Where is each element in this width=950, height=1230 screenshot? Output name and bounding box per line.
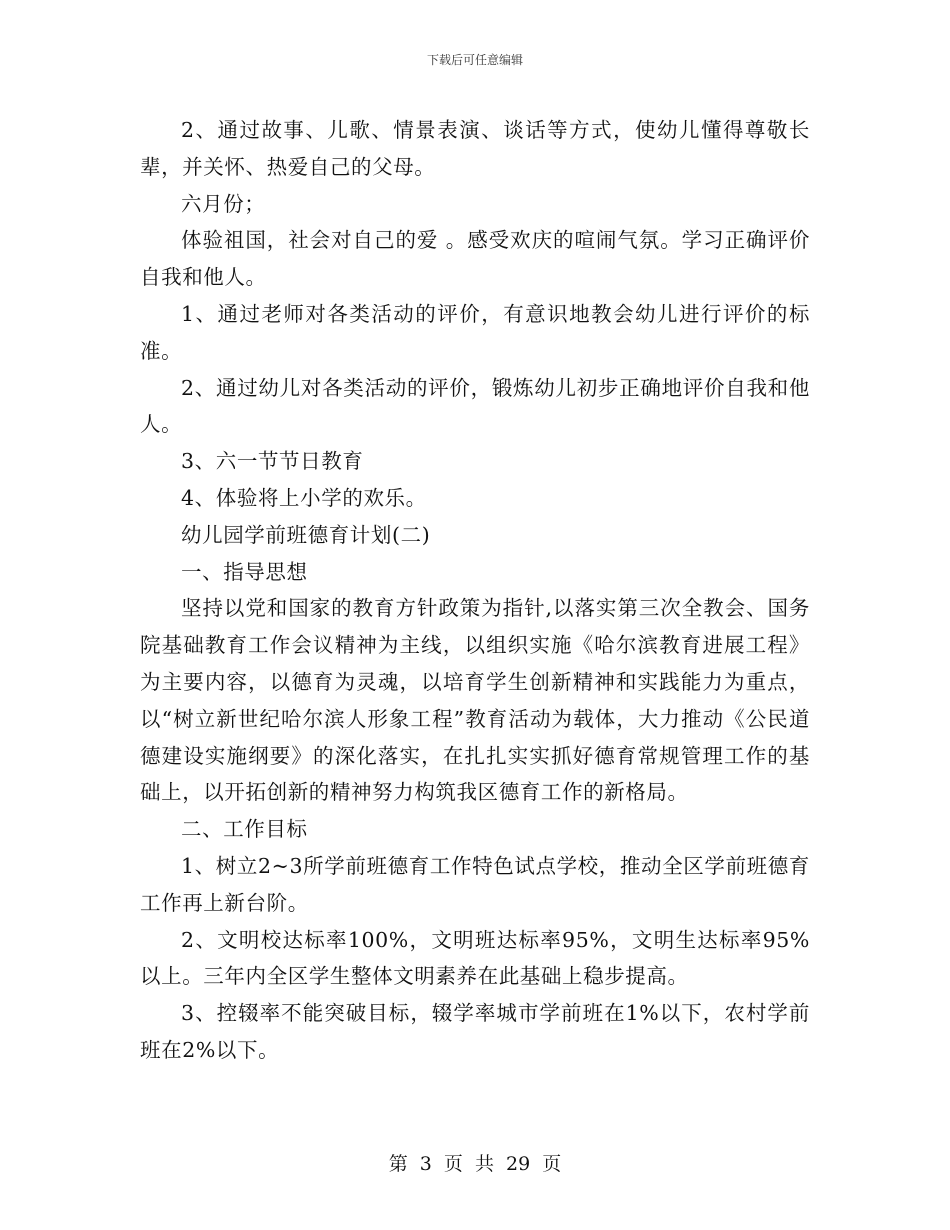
paragraph: 4、体验将上小学的欢乐。 xyxy=(181,485,427,510)
paragraph: 2、通过幼儿对各类活动的评价，锻炼幼儿初步正确地评价自我和他人。 xyxy=(140,375,810,437)
section-heading: 二、工作目标 xyxy=(181,817,308,842)
section-heading: 一、指导思想 xyxy=(181,559,308,584)
document-body xyxy=(140,112,810,1069)
paragraph: 1、树立2~3所学前班德育工作特色试点学校，推动全区学前班德育工作再上新台阶。 xyxy=(140,853,810,915)
paragraph: 六月份； xyxy=(181,191,266,216)
paragraph: 3、六一节节日教育 xyxy=(181,449,364,474)
paragraph: 3、控辍率不能突破目标，辍学率城市学前班在1%以下，农村学前班在2%以下。 xyxy=(140,1001,810,1062)
paragraph: 2、文明校达标率100%，文明班达标率95%，文明生达标率95%以上。三年内全区学生整体文明素养在此基础上稳步提高。 xyxy=(140,927,810,989)
paragraph: 1、通过老师对各类活动的评价，有意识地教会幼儿进行评价的标准。 xyxy=(140,301,810,363)
section-title: 幼儿园学前班德育计划(二) xyxy=(181,522,431,547)
page-number-footer: 第 3 页 共 29 页 xyxy=(388,1153,562,1175)
paragraph: 2、通过故事、儿歌、情景表演、谈话等方式，使幼儿懂得尊敬长辈，并关怀、热爱自己的父母。 xyxy=(140,118,810,179)
page-header: 下载后可任意编辑 xyxy=(426,53,523,67)
paragraph: 体验祖国，社会对自己的爱 。感受欢庆的喧闹气氛。学习正确评价自我和他人。 xyxy=(140,228,810,290)
paragraph: 坚持以党和国家的教育方针政策为指针,以落实第三次全教会、国务院基础教育工作会议精神为主线，以组织实施《哈尔滨教育进展工程》为主要内容，以德育为灵魂，以培育学生创新精神和实践能力为重点，以“树立新世纪哈尔滨人形象工程”教育活动为载体，大力推动《公民道德建设实施纲要》的深化落实，在扎扎实实抓好德育常规管理工作的基础上，以开拓创新的精神努力构筑我区德育工作的新格局。 xyxy=(140,596,810,805)
